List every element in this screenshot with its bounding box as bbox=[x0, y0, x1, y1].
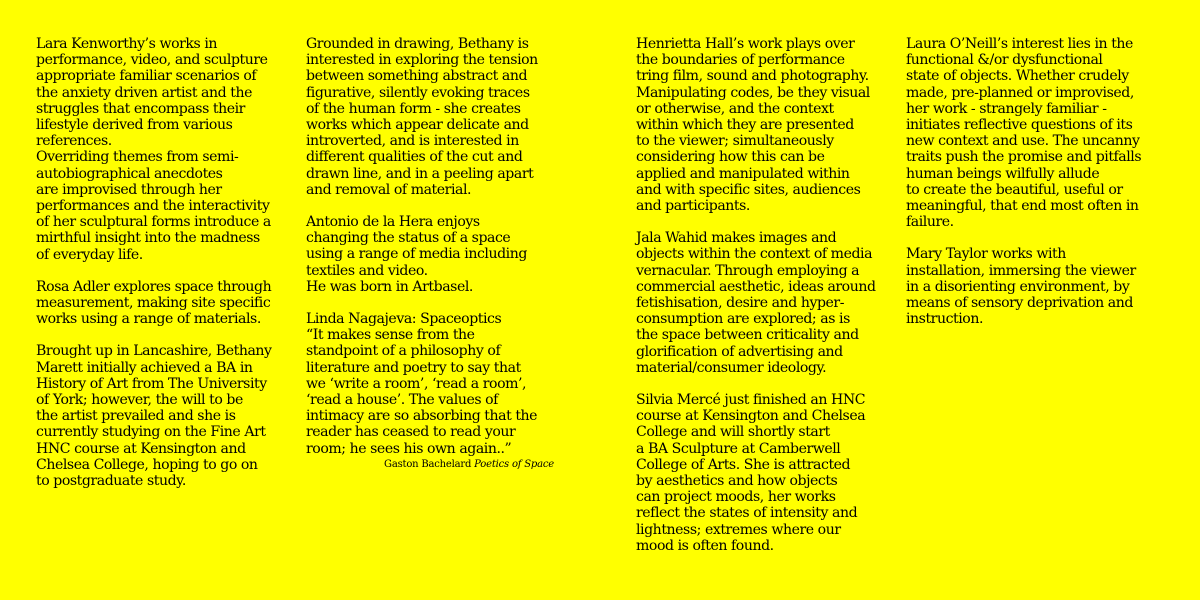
text-line: introverted, and is interested in bbox=[306, 133, 519, 150]
text-line: to the viewer; simultaneously bbox=[636, 133, 834, 150]
text-line: Henrietta Hall’s work plays over bbox=[636, 36, 855, 52]
text-line: different qualities of the cut and bbox=[306, 149, 523, 166]
text-line: to postgraduate study. bbox=[36, 473, 186, 490]
text-line: Silvia Mercé just finished an HNC bbox=[636, 392, 866, 409]
text-line: fetishisation, desire and hyper- bbox=[636, 295, 845, 312]
text-line: mirthful insight into the madness bbox=[36, 230, 260, 247]
text-line: in a disorienting environment, by bbox=[906, 278, 1130, 295]
text-line: objects within the context of media bbox=[636, 246, 873, 263]
artist-paragraph bbox=[36, 279, 288, 328]
text-line: performance, video, and sculpture bbox=[36, 52, 268, 69]
text-line: by aesthetics and how objects bbox=[636, 473, 838, 490]
text-line: of her sculptural forms introduce a bbox=[36, 214, 271, 231]
citation-work: Poetics of Space bbox=[474, 458, 554, 470]
text-column-4 bbox=[906, 36, 1158, 343]
text-line: changing the status of a space bbox=[306, 230, 511, 247]
text-line: room; he sees his own again..” bbox=[306, 440, 512, 457]
text-line: glorification of advertising and bbox=[636, 343, 843, 360]
text-column-1 bbox=[36, 36, 288, 505]
text-line: mood is often found. bbox=[636, 537, 774, 554]
artist-paragraph bbox=[636, 230, 888, 376]
text-line: can project moods, her works bbox=[636, 489, 836, 506]
text-line: means of sensory deprivation and bbox=[906, 295, 1133, 312]
text-line: Marett initially achieved a BA in bbox=[36, 359, 253, 376]
text-line: within which they are presented bbox=[636, 117, 854, 134]
text-line: lightness; extremes where our bbox=[636, 521, 841, 538]
text-line: instruction. bbox=[906, 311, 984, 328]
text-line: the anxiety driven artist and the bbox=[36, 84, 252, 101]
text-line: we ‘write a room’, ‘read a room’, bbox=[306, 375, 527, 392]
text-line: a BA Sculpture at Camberwell bbox=[636, 440, 841, 457]
text-line: works using a range of materials. bbox=[36, 311, 261, 328]
text-line: material/consumer ideology. bbox=[636, 359, 827, 376]
text-line: and removal of material. bbox=[306, 181, 472, 198]
text-line: made, pre-planned or improvised, bbox=[906, 84, 1134, 101]
text-line: performances and the interactivity bbox=[36, 198, 270, 215]
text-line: appropriate familiar scenarios of bbox=[36, 68, 257, 85]
text-line: of York; however, the will to be bbox=[36, 392, 243, 409]
text-line: or otherwise, and the context bbox=[636, 100, 834, 117]
text-line: textiles and video. bbox=[306, 262, 428, 279]
text-line: references. bbox=[36, 133, 112, 150]
text-line: and with specific sites, audiences bbox=[636, 181, 861, 198]
text-line: literature and poetry to say that bbox=[306, 359, 521, 376]
artist-paragraph bbox=[36, 343, 288, 489]
text-line: Brought up in Lancashire, Bethany bbox=[36, 343, 272, 360]
text-line: considering how this can be bbox=[636, 149, 825, 166]
citation-author: Gaston Bachelard bbox=[384, 458, 472, 470]
text-line: and participants. bbox=[636, 198, 750, 215]
text-line: He was born in Artbasel. bbox=[306, 278, 473, 295]
text-line: the artist prevailed and she is bbox=[36, 408, 236, 425]
text-line: Manipulating codes, be they visual bbox=[636, 84, 870, 101]
text-line: Chelsea College, hoping to go on bbox=[36, 456, 258, 473]
text-line: currently studying on the Fine Art bbox=[36, 424, 266, 441]
text-line: College and will shortly start bbox=[636, 424, 830, 441]
text-line: reflect the states of intensity and bbox=[636, 505, 858, 522]
text-line: Lara Kenworthy’s works in bbox=[36, 36, 218, 52]
text-line: Overriding themes from semi- bbox=[36, 149, 239, 166]
text-line: are improvised through her bbox=[36, 181, 222, 198]
text-line: the space between criticality and bbox=[636, 327, 859, 344]
text-line: the boundaries of performance bbox=[636, 52, 845, 69]
artist-paragraph bbox=[906, 246, 1158, 327]
text-line: tring film, sound and photography. bbox=[636, 68, 869, 85]
text-line: of the human form - she creates bbox=[306, 100, 521, 117]
text-line: of everyday life. bbox=[36, 246, 143, 263]
text-line: standpoint of a philosophy of bbox=[306, 343, 501, 360]
text-line: lifestyle derived from various bbox=[36, 117, 233, 134]
text-line: “It makes sense from the bbox=[306, 327, 475, 344]
quote-citation bbox=[306, 458, 558, 471]
text-line: initiates reflective questions of its bbox=[906, 117, 1133, 134]
text-line: History of Art from The University bbox=[36, 375, 267, 392]
text-line: human beings wilfully allude bbox=[906, 165, 1100, 182]
text-column-3 bbox=[636, 36, 888, 570]
artist-paragraph bbox=[306, 36, 558, 198]
artist-paragraph bbox=[906, 36, 1158, 230]
artist-paragraph bbox=[306, 214, 558, 295]
text-line: struggles that encompass their bbox=[36, 100, 245, 117]
text-line: ‘read a house’. The values of bbox=[306, 392, 498, 409]
text-line: failure. bbox=[906, 214, 954, 231]
text-line: Laura O’Neill’s interest lies in the bbox=[906, 36, 1133, 52]
text-line: Rosa Adler explores space through bbox=[36, 278, 272, 295]
text-line: new context and use. The uncanny bbox=[906, 133, 1140, 150]
text-line: vernacular. Through employing a bbox=[636, 262, 860, 279]
text-line: Antonio de la Hera enjoys bbox=[306, 214, 480, 231]
text-line: Grounded in drawing, Bethany is bbox=[306, 36, 529, 52]
text-line: her work - strangely familiar - bbox=[906, 100, 1107, 117]
artist-paragraph bbox=[636, 392, 888, 554]
text-line: state of objects. Whether crudely bbox=[906, 68, 1129, 85]
text-line: HNC course at Kensington and bbox=[36, 440, 246, 457]
artist-paragraph bbox=[36, 36, 288, 263]
text-column-2 bbox=[306, 36, 558, 471]
text-line: Mary Taylor works with bbox=[906, 246, 1066, 263]
artist-paragraph bbox=[306, 311, 558, 457]
text-line: works which appear delicate and bbox=[306, 117, 529, 134]
text-line: measurement, making site specific bbox=[36, 295, 271, 312]
text-line: traits push the promise and pitfalls bbox=[906, 149, 1142, 166]
text-line: Linda Nagajeva: Spaceoptics bbox=[306, 311, 502, 328]
text-line: Jala Wahid makes images and bbox=[636, 230, 837, 247]
text-line: course at Kensington and Chelsea bbox=[636, 408, 866, 425]
text-line: intimacy are so absorbing that the bbox=[306, 408, 538, 425]
text-line: to create the beautiful, useful or bbox=[906, 181, 1123, 198]
text-line: applied and manipulated within bbox=[636, 165, 850, 182]
text-line: installation, immersing the viewer bbox=[906, 262, 1136, 279]
text-line: figurative, silently evoking traces bbox=[306, 84, 530, 101]
text-line: College of Arts. She is attracted bbox=[636, 456, 851, 473]
text-line: using a range of media including bbox=[306, 246, 527, 263]
text-line: consumption are explored; as is bbox=[636, 311, 850, 328]
text-line: reader has ceased to read your bbox=[306, 424, 516, 441]
text-line: interested in exploring the tension bbox=[306, 52, 538, 69]
text-line: commercial aesthetic, ideas around bbox=[636, 278, 876, 295]
text-line: meaningful, that end most often in bbox=[906, 198, 1139, 215]
artist-paragraph bbox=[636, 36, 888, 214]
text-line: between something abstract and bbox=[306, 68, 528, 85]
text-line: drawn line, and in a peeling apart bbox=[306, 165, 534, 182]
text-line: autobiographical anecdotes bbox=[36, 165, 223, 182]
text-line: functional &/or dysfunctional bbox=[906, 52, 1103, 69]
